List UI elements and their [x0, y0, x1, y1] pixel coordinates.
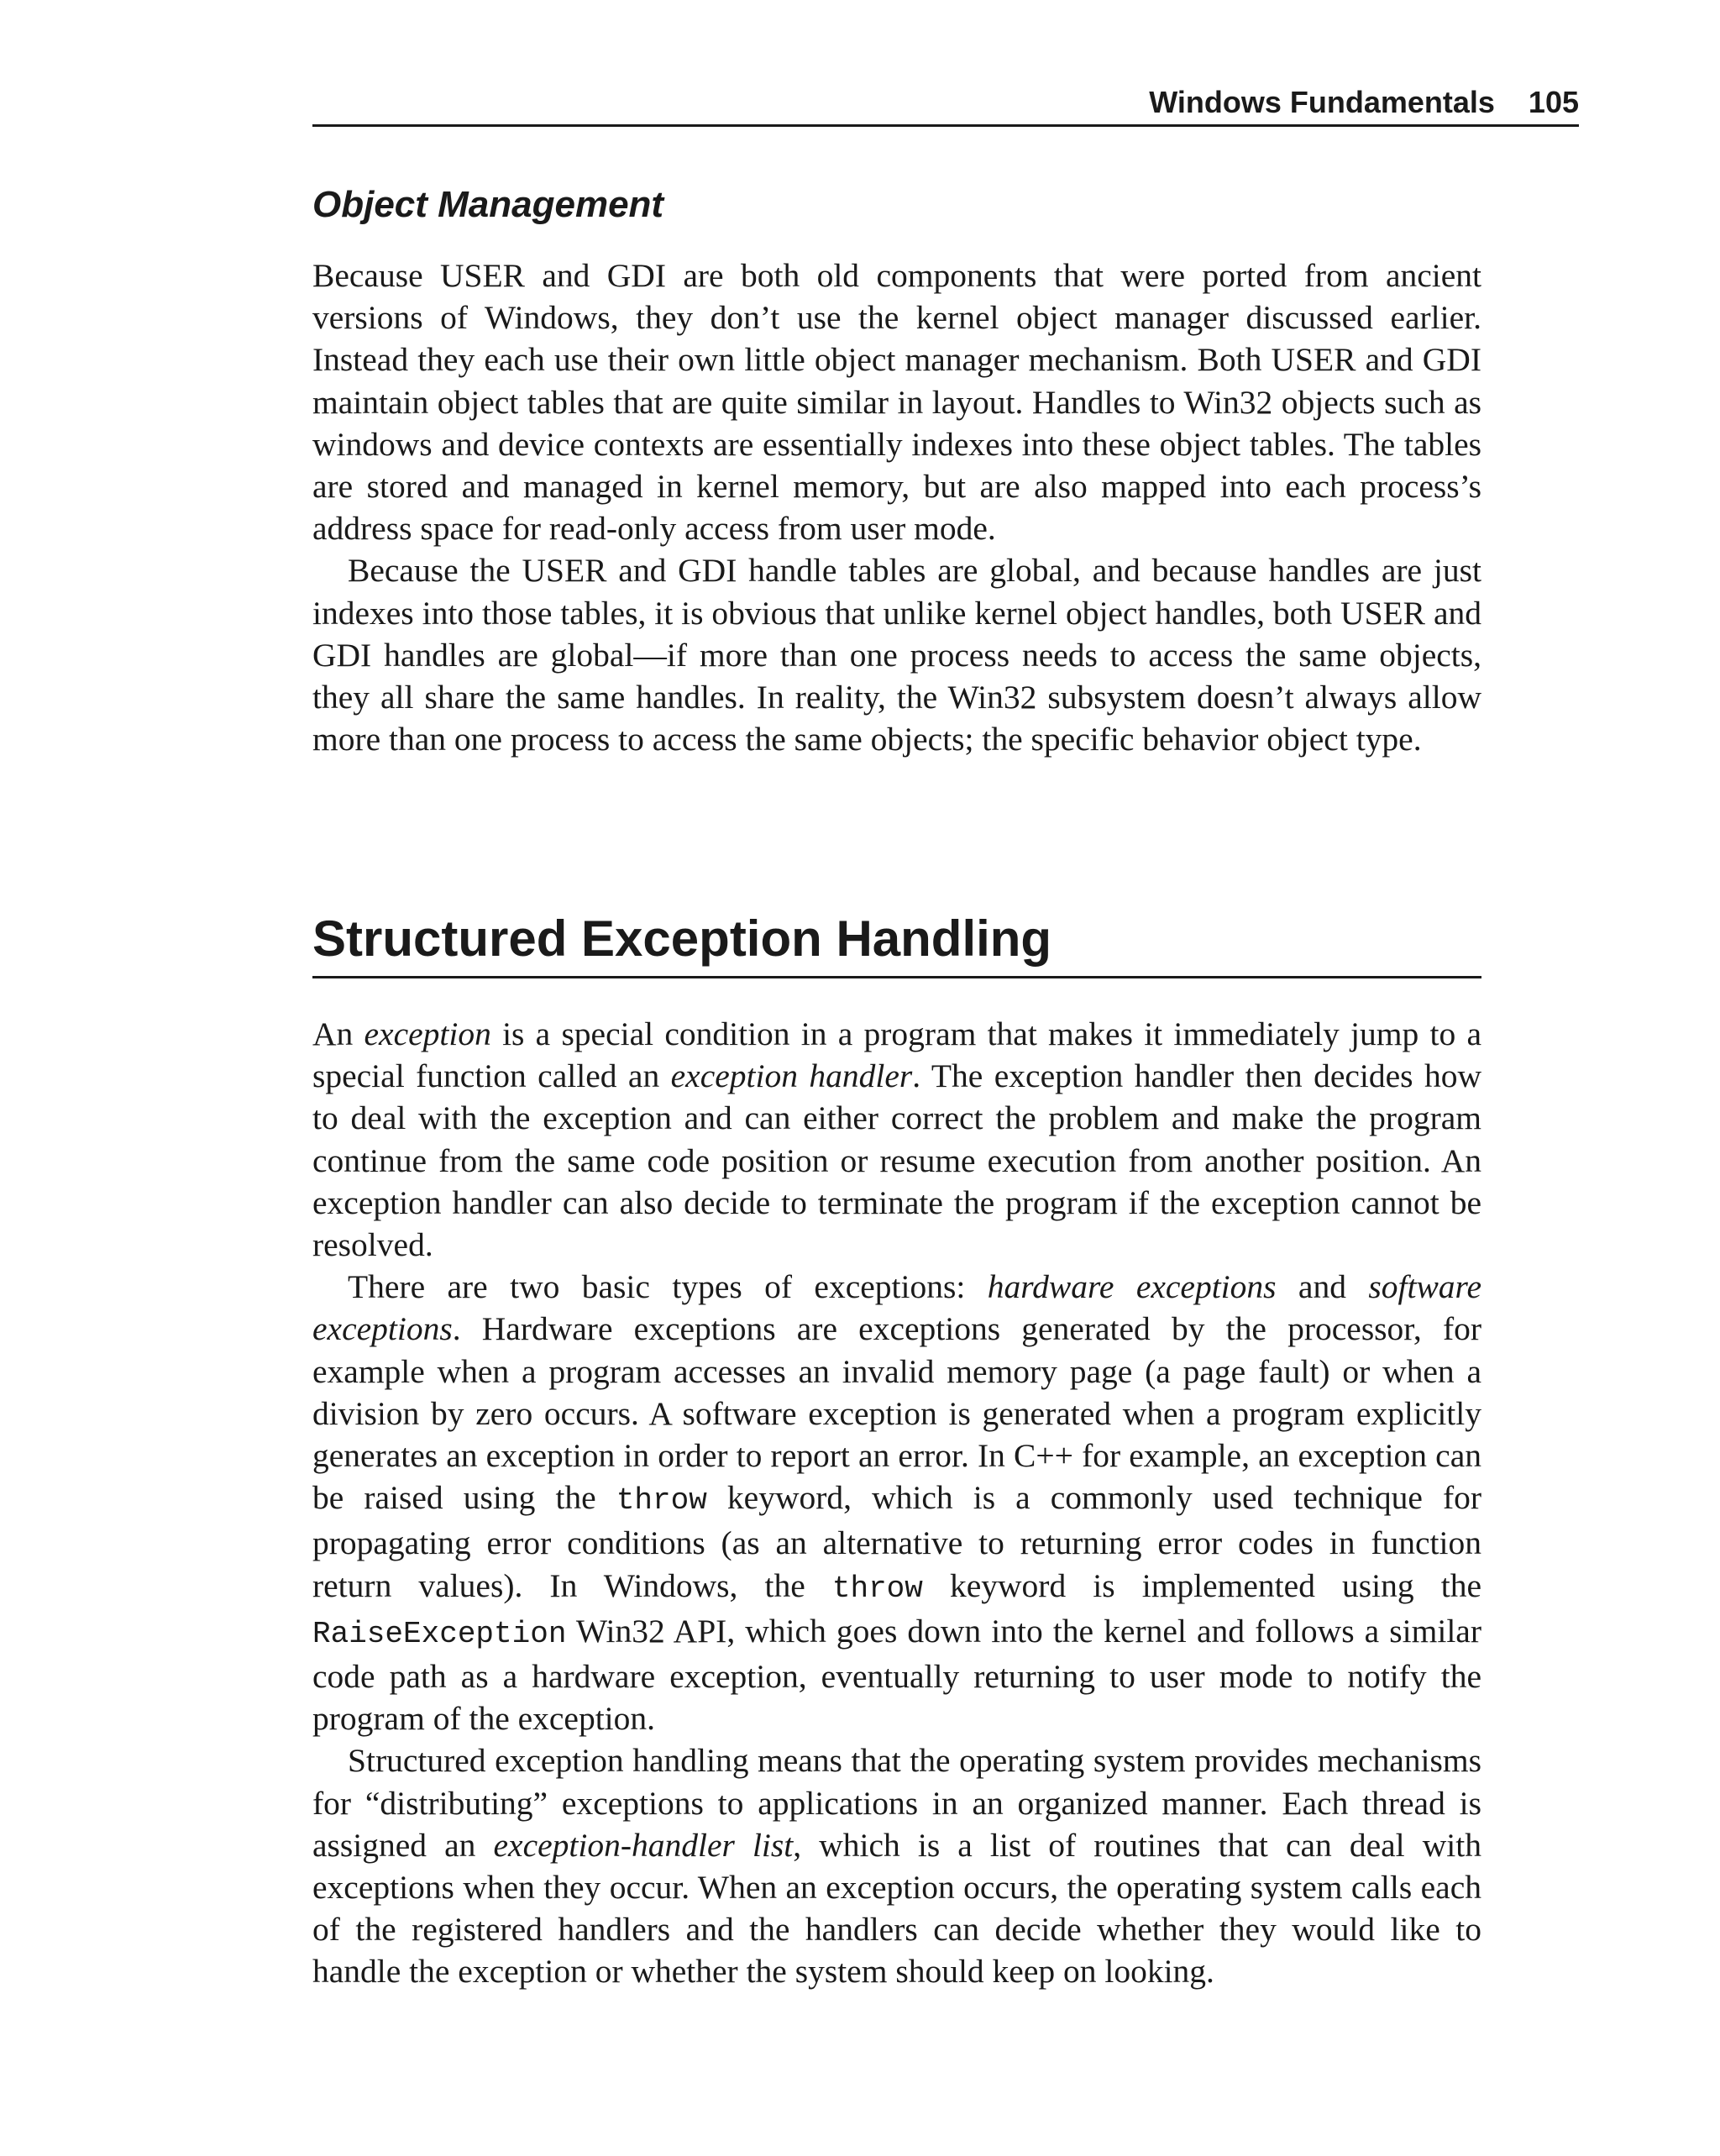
seh-p2-text-6: Win32 API, which goes down into the kernel and follows a similar code path as a hardware exception, eventually returning to user mode to notify the program of the exception.: [312, 1612, 1481, 1738]
seh-paragraph-2: [312, 1266, 1481, 1739]
seh-p1-term-exception: exception: [364, 1015, 491, 1052]
seh-p2-text-4: keyword, which is a commonly used technique for propagating error conditions (as an alternative to returning error codes in function return values). In Windows, the: [312, 1479, 1481, 1604]
subsection-title-object-management: Object Management: [312, 184, 664, 225]
running-title: Windows Fundamentals: [1149, 85, 1495, 119]
seh-paragraph-1: [312, 1013, 1481, 1266]
running-head: [312, 81, 1579, 127]
seh-p2-text-2: and: [1276, 1268, 1369, 1306]
seh-p1-text-2: is a special condition in a program that makes it immediately jump to a special function called an: [312, 1015, 1481, 1095]
code-throw-keyword: throw: [616, 1483, 707, 1519]
seh-p2-text-5: keyword is implemented using the: [922, 1566, 1481, 1604]
seh-p2-text-1: There are two basic types of exceptions:: [348, 1268, 988, 1306]
object-management-body: [312, 254, 1481, 760]
seh-p3-text-2: , which is a list of routines that can deal with exceptions when they occur. When an exception occurs, the operating system calls each of the registered handlers and the handlers can decide whether they would like to handle the exception or whether the system should keep on looking.: [312, 1826, 1481, 1991]
seh-p2-text-3: . Hardware exceptions are exceptions generated by the processor, for example when a program accesses an invalid memory page (a page fault) or when a division by zero occurs. A software exception is generated when a program explicitly generates an exception in order to report an error. In C++ for example, an exception can be raised using the: [312, 1310, 1481, 1517]
seh-p2-term-software-exceptions: software exceptions: [312, 1268, 1481, 1348]
code-raise-exception: RaiseException: [312, 1616, 567, 1651]
code-throw-keyword-2: throw: [831, 1571, 923, 1606]
object-management-paragraph-1: Because USER and GDI are both old components that were ported from ancient versions of Windows, they don’t use the kernel object manager discussed earlier. Instead they each use their own little object manager mechanism. Both USER and GDI maintain object tables that are quite similar in layout. Handles to Win32 objects such as windows and device contexts are essentially indexes into these object tables. The tables are stored and managed in kernel memory, but are also mapped into each process’s address space for read-only access from user mode.: [312, 257, 1481, 548]
seh-paragraph-3: [312, 1739, 1481, 1992]
seh-p3-term-exception-handler-list: exception-handler list: [493, 1826, 794, 1864]
seh-body: [312, 1013, 1481, 1993]
seh-p1-text-3: . The exception handler then decides how to deal with the exception and can either correct the problem and make the program continue from the same code position or resume execution from another position. An exception handler can also decide to terminate the program if the exception cannot be resolved.: [312, 1057, 1481, 1264]
page-number: 105: [1528, 85, 1579, 119]
seh-p3-text-1: Structured exception handling means that the operating system provides mechanisms for “distributing” exceptions to applications in an organized manner. Each thread is assigned an: [312, 1742, 1481, 1864]
seh-p2-term-hardware-exceptions: hardware exceptions: [987, 1268, 1277, 1306]
object-management-paragraph-2: Because the USER and GDI handle tables are global, and because handles are just indexes into those tables, it is obvious that unlike kernel object handles, both USER and GDI handles are global—if more than one process needs to access the same objects, they all share the same handles. In reality, the Win32 subsystem doesn’t always allow more than one process to access the same objects; the specific behavior object type.: [312, 552, 1481, 758]
section-title-structured-exception-handling: Structured Exception Handling: [312, 905, 1481, 978]
seh-p1-term-exception-handler: exception handler: [670, 1057, 913, 1095]
seh-p1-text-1: An: [312, 1015, 364, 1052]
